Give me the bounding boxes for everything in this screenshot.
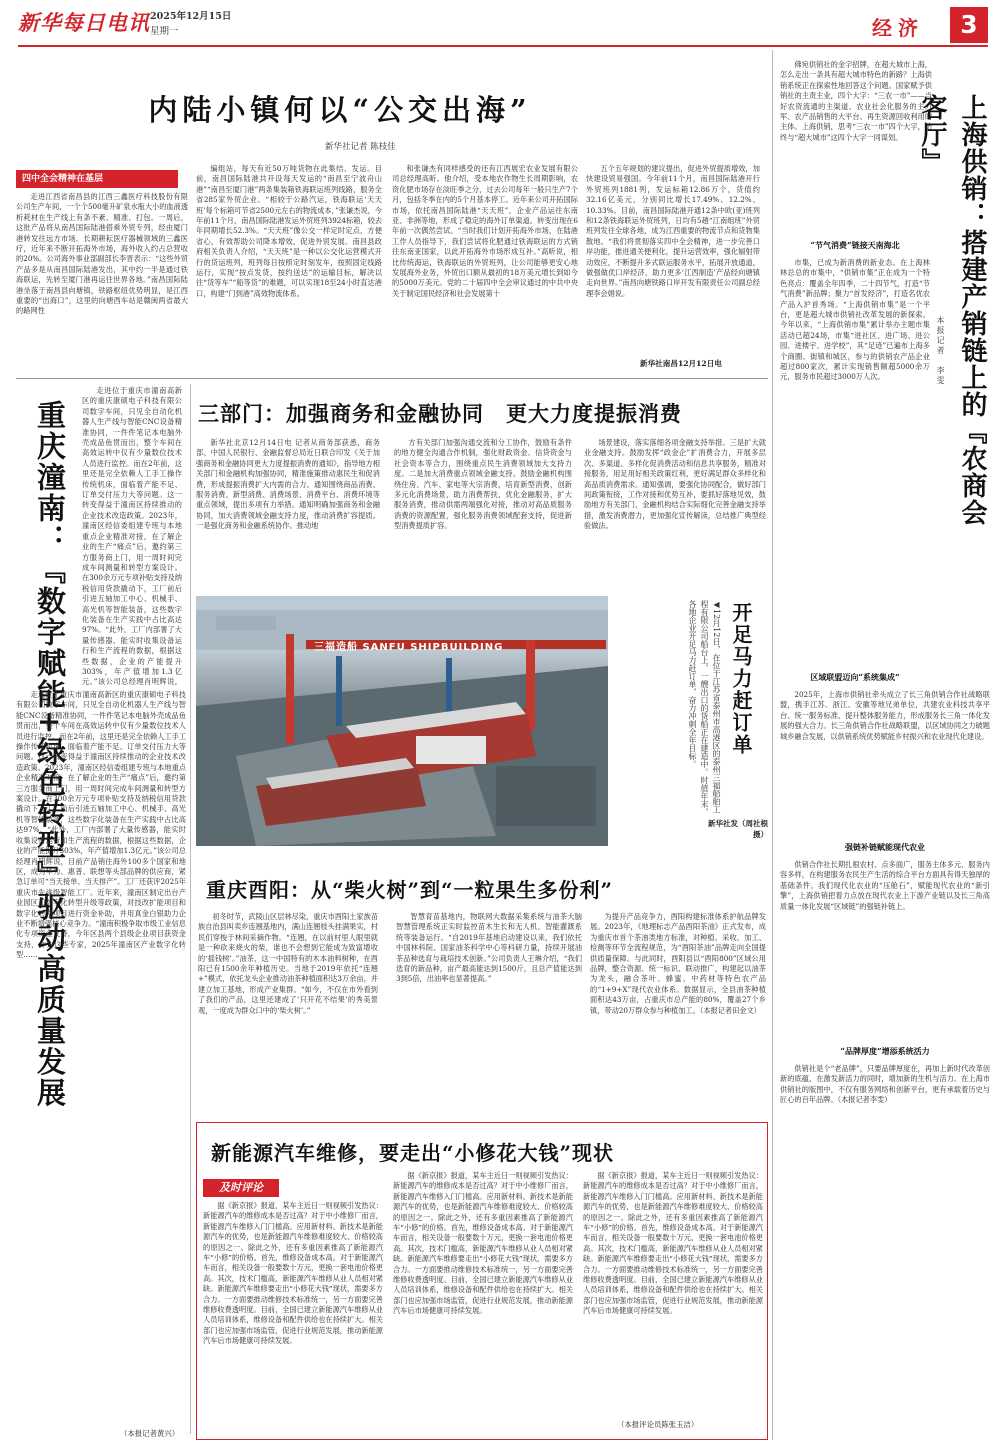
article3-title: 重庆酉阳：从“柴火树”到“一粒果生多份利” bbox=[206, 878, 614, 902]
right-subhead-4: “品牌厚度”增添系统活力 bbox=[840, 1046, 930, 1056]
lead-title: 内陆小镇何以“公交出海” bbox=[148, 93, 532, 127]
right-body-1: 市集，已成为新消费的新业态。在上海林林总总的市集中，“供销市集”正在成为一个特色亮点：覆盖全年四季，二十四节气，打造“节气消费”新品牌；聚力“首发经济”，打造名优农产品入沪首秀场。“上海供销市集”是一个平台，更是超大城市供销社改革发展的新探索。今年以来，“上海供销市集”累计举办主题市集活动已超24场，市集“进社区、进广场、进公园、进楼宇、进学校”，其“足迹”已遍布上海多个商圈、街镇和城区，参与的供销农产品企业超过800家次，累计实现销售额超5000余万元，服务市民超过3000万人次。 bbox=[780, 258, 930, 382]
article2-title: 三部门：加强商务和金融协同 更大力度提振消费 bbox=[198, 401, 682, 426]
lead-col-2: 编组站，每天有近50万吨货物在此集结、发运。目前，南昌国际陆港共开设每天发运的“南昌至宁波舟山港”“南昌至厦门港”两条集装箱铁海联运班列线路，服务全省285家外贸企业。“相较于公路汽运，铁海联运‘天天班’每个标箱可节省2500元左右的物流成本，”张谦杰说，今年前11个月，南昌国际陆港发运外贸班列3924标箱，较去年同期增长52.3%。“天天班”像公交一样定时定点，方便省心，有效帮助公司降本增效，促进外贸发展。南昌县政府相关负责人介绍，“天天班”是一种以公交化运营模式开行的货运班列，班列每日按照定时刻发车，按照固定线路运行，实现“按点发货，按约送达”的运输目标，解决以往“货等车”“船等货”的难题，可以实现18至24小时直达港口，构建“门到港”高效物流体系。 bbox=[196, 164, 382, 298]
vertical-left-body-bottom: 走进位于重庆市潼南高新区的重庆康硕电子科技有限公司数字车间，只见全自动化机器人生产线与智能CNC设备精准协同，一件件笔记本电脑外壳成品鱼贯而出，整个车间在高效运转中仅有少量数位技术人员进行监控。而在2年前，这里还是完全依赖人工手工操作传统机床，面临着产能不足、订单交付压力大等问题。这一转变得益于潼南区持续推动的企业技术改造政策。2023年，潼南区经信委组建专班与本地重点企业精准对接，在了解企业的生产“痛点”后，邀约第三方服务商上门，用一周时间完成车间测量和转型方案设计。在300余万元专项补贴支持及纳税信用贷款撬动下，工厂前后引进五轴加工中心、机械手、高光机等智能装备，这些数字化装备在生产实践中占比高达97%。“此外，工厂内部署了大量传感器，能实时收集设备运行和生产流程的数据，根据这些数据，企业的产能提升303%，年产值增加1.3亿元。”该公司总经理肖明辉说，目前产品销往海外100多个国家和地区，成为华为、惠普、联想等头部品牌的供应商，紧急订单可“当天接单、当天排产”。工厂还获评2025年重庆市先进级智能工厂。近年来，潼南区制定出台产业园区和数字化转型升级等政策，对技改扩能项目和数字化转型项目进行资金补助，并用真金白银助力企业不断增强核心竞争力。“潼南积极争取市级工业信息化专项资金支持，今年区县两个县级企业项目获资金支持，作为这些专家，2025年潼南区产业数字化转型…… bbox=[16, 690, 186, 960]
lead-col-4: 五个五年规划的建议提出，促进外贸提质增效，加快建设贸易强国。今年前11个月，南昌国际陆港开行外贸班列1881列，发运标箱12.86万个，货值约32.16亿美元，分别同比增长17.49%、12.2%、10.33%。目前，南昌国际陆港开通12条中欧(亚)班列和12条铁海联运外贸班列，日均有5趟“江南组班”外贸班列发往全球各地，成为江西重要的物流节点和货物集散地。“我们将贯彻落实四中全会精神，进一步完善口岸功能，推进通关便利化，提升运营效率，强化辐射带动效应，不断提升多式联运服务水平，拓展开放通道，做强做优口岸经济，助力更多‘江西制造’产品经向塘镇走向世界。”南昌向塘铁路口岸开发有限责任公司副总经理李会娟说。 bbox=[586, 164, 760, 298]
masthead-rule bbox=[18, 45, 988, 47]
column-tag: 四中全会精神在基层 bbox=[16, 170, 178, 188]
lead-col-1: 走进江西省南昌县的江西三鑫医疗科技股份有限公司生产车间，一个个500毫升矿泉水瓶大小的血液透析耗材在生产线上有条不紊、精准、打包。一周后，这批产品将从南昌国际陆港搭乘外贸专列，经由厦门港转发往远方市场。长期耕耘医疗器械领域的三鑫医疗，近年来不断开拓海外市场，海外收入约占总营收的20%。公司海外事业部副部长李晋表示：“这些外贸产品多是从南昌国际陆港发出，其中约一半是通过铁海联运，先转至厦门港再运往世界各地。”南昌国际陆港坐落于南昌县向塘镇，铁路枢纽优势明显，是江西重要的“出海口”，这里的向塘西车站是赣闽两省最大的路网性 bbox=[16, 192, 188, 316]
article4-col-3: 据《新京报》报道，某车主近日一则视频引发热议：新能源汽车的维修成本是否过高？对于中小维修厂而言，新能源汽车维修入门门槛高。应用新材料、新技术是新能源汽车的优势，也是新能源汽车维修难度较大、价格较高的原因之一。除此之外，还有多重因素推高了新能源汽车“小修”的价格。首先，维修设备成本高。对于新能源汽车而言，相关设备一般要数十万元，更换一套电池价格更高。其次，技术门槛高，新能源汽车维修从业人员相对紧缺。新能源汽车维修要走出“小修花大钱”现状，需要多方合力。一方面要推动维修技术标准统一，另一方面要完善维修收费透明度。目前，全国已建立新能源汽车维修从业人员培训体系，维修设备和配件供给也在持续扩大。相关部门也应加强市场监管，促进行业规范发展，推动新能源汽车后市场健康可持续发展。 bbox=[583, 1171, 763, 1316]
article2-col-2: 方有关部门加强沟通交流和分工协作，鼓励有条件的地方健全沟通合作机制，强化财政资金、信贷资金与社会资本等合力，围绕重点民生消费领域加大支持力度。二是加大消费重点领域金融支持。鼓励金融机构围绕住房、汽车、家电等大宗消费，培育新型消费，创新多元化消费场景，助力消费帮扶，优化金融服务，扩大服务消费，推动供需两端强化对接，推动对高品质服务消费的资源配置，强化服务消费领域配套支持，促进新型消费提质扩容。 bbox=[394, 438, 572, 531]
commentary-box bbox=[196, 1122, 768, 1440]
photo-title: 开足马力赶订单 bbox=[729, 602, 753, 756]
vertical-left-body-top: 走进位于重庆市潼南高新区的重庆康硕电子科技有限公司数字车间，只见全自动化机器人生产线与智能CNC设备精准协同，一件件笔记本电脑外壳成品鱼贯而出，整个车间在高效运转中仅有少量数位技术人员进行监控。而在2年前，这里还是完全依赖人工手工操作传统机床，面临着产能不足、订单交付压力大等问题。这一转变得益于潼南区持续推动的企业技术改造政策。2023年，潼南区经信委组建专班与本地重点企业精准对接，在了解企业的生产“痛点”后，邀约第三方服务商上门，用一周时间完成车间测量和转型方案设计。在300余万元专项补贴支持及纳税信用贷款撬动下，工厂前后引进五轴加工中心、机械手、高光机等智能装备，这些数字化装备在生产实践中占比高达97%。“此外，工厂内部署了大量传感器，能实时收集设备运行和生产流程的数据，根据这些数据，企业的产能提升303%，年产值增加1.3亿元。”该公司总经理肖明辉说， bbox=[82, 386, 182, 686]
lead-byline: 新华社记者 陈枝佳 bbox=[325, 142, 396, 152]
right-body-2: 2025年，上海市供销社牵头成立了长三角供销合作社战略联盟，携手江苏、浙江、安徽等地兄弟单位，共建农业科技共享平台、统一服务标准、提升整体服务能力，形成服务长三角一体化发展的强大合力。长三角供销合作社战略联盟，以区域协同之力破题城乡融合发展，以供销系统优势赋能乡村振兴和农业现代化建设。 bbox=[780, 690, 990, 741]
right-subhead-1: “节气消费”链接天南海北 bbox=[810, 240, 900, 250]
article3-col-1: 初冬时节，武陵山区层林尽染，重庆市酉阳土家族苗族自治县叫卖乡连翘基地内，满山连翘枝头挂满果实，村民们穿梭于林间采摘作物。“连翘，在以前村里人眼里就是一种砍来烧火的柴，谁也不会想到它能成为致富增收的‘摇钱树’。”油茶，这一中国特有的木本油料树种，在酉阳已有1500余年种植历史。当地于2019年依托“连翘+”模式，依托龙头企业推动油茶种植面积达3万余亩，并建立加工基地，形成产业集群。“如今，不仅在市外看到了我们的产品，这里还建成了‘只开花不结果’的秀美景观，一度成为群众口中的‘柴火树’。” bbox=[198, 912, 378, 1015]
article4-col-2: 据《新京报》报道，某车主近日一则视频引发热议：新能源汽车的维修成本是否过高？对于中小维修厂而言，新能源汽车维修入门门槛高。应用新材料、新技术是新能源汽车的优势，也是新能源汽车维修难度较大、价格较高的原因之一。除此之外，还有多重因素推高了新能源汽车“小修”的价格。首先，维修设备成本高。对于新能源汽车而言，相关设备一般要数十万元，更换一套电池价格更高。其次，技术门槛高，新能源汽车维修从业人员相对紧缺。新能源汽车维修要走出“小修花大钱”现状，需要多方合力。一方面要推动维修技术标准统一，另一方面要完善维修收费透明度。目前，全国已建立新能源汽车维修从业人员培训体系，维修设备和配件供给也在持续扩大。相关部门也应加强市场监管，促进行业规范发展，推动新能源汽车后市场健康可持续发展。 bbox=[393, 1171, 573, 1316]
masthead bbox=[0, 0, 1000, 44]
right-body-3: 供销合作社长期扎根农村、点多面广，服务主体多元、服务内容多样，在构建服务农民生产生活的综合平台方面具有得天独厚的基础条件。我们现代化农业的“压舱石”，赋能现代农业的“新引擎”，上海供销把着力点放在现代农业上下游产业链以及长三角高质量一体化发展“区域链”的强链补链上。 bbox=[780, 860, 990, 911]
right-intro: 佛宛供销社的金字招牌，在超大城市上海，怎么走出一条具有超大城市特色的新路？上海供销系统正在探索性地回答这个问题。国家赋予供销社的主责主业，四个大字：“三农一市”——当好农资流通的主渠道、农业社会化服务的主力军、农产品销售的大平台、再生资源回收利用的主体。上海供销，思考“三农一市”四个大字，始终与“超大城市”这四个大字一同谋划。 bbox=[780, 60, 932, 142]
vertical-left-title: 重庆潼南：『数字赋能+绿色转型』驱动高质量发展 bbox=[33, 400, 67, 1109]
lead-col-3: 和张谦杰有同样感受的还有江西展宏农业发展有限公司总经理高昕。他介绍，受本地农作物生长周期影响，农资化肥市场存在淡旺季之分，过去公司每年一般只生产7个月，包括冬季在内的5个月基本停工。近年来公司开拓国际市场，依托南昌国际陆港“天天班”，企业产品运往东南亚、非洲等地，形成了稳定的海外订单渠道。转变出现在6年前一次偶然尝试。“当时我们计划开拓海外市场，在陆港工作人员指导下，我们尝试将化肥通过铁海联运的方式销往东南亚国家，以此开拓海外市场形成互补。”高昕说，相比传统海运，铁海联运的外贸班列，让公司能够更安心地发展海外业务，外贸出口额从最初的18万美元增长到如今的5000万美元。党的二十届四中全会审议通过的中共中央关于制定国民经济和社会发展第十 bbox=[392, 164, 578, 298]
article2-col-3: 场景建设，落实落细各项金融支持举措。三是扩大就业金融支持。鼓励发挥“政金企”扩消费合力，开展多层次、多渠道、多样化促消费活动和信息共享服务，精准对接服务，用足用好相关政策红利，更好满足群众多样化和高品质消费需求。通知强调，要强化协同配合，做好部门间政策衔接，工作对接和优势互补，要抓好落地见效，鼓励地方有关部门、金融机构结合实际细化完善金融支持举措，激发消费潜力，更加强化宣传解读，总结推广典型经验做法。 bbox=[584, 438, 766, 531]
right-subhead-2: 区域联盟迈向“系统集成” bbox=[810, 672, 900, 682]
article2-col-1: 新华社北京12月14日电 记者从商务部获悉，商务部、中国人民银行、金融监督总局近日联合印发《关于加强商务和金融协同更大力度提振消费的通知》，指导地方相关部门和金融机构加强协同，精准施策推动惠民生和促消费，形成提振消费扩大内需的合力。通知围绕商品消费、服务消费、新型消费、消费场景、消费平台、消费环境等重点领域，提出多项有力举措。通知明确加强商务和金融协同，加大消费领域金融支持力度，推动消费扩容提质。一是强化商务和金融系统协作。推动地 bbox=[196, 438, 380, 531]
commentary-tag: 及时评论 bbox=[203, 1179, 279, 1197]
section-name: 经济 bbox=[872, 16, 924, 40]
lead-dateline: 新华社南昌12月12日电 bbox=[640, 359, 722, 368]
issue-date: 2025年12月15日 bbox=[150, 11, 232, 22]
issue-weekday: 星期一 bbox=[150, 26, 179, 37]
divider bbox=[772, 50, 773, 1440]
page-number-box: 3 bbox=[950, 7, 988, 43]
article3-col-3: 为提升产品竞争力，酉阳构建标准体系护航品牌发展。2023年，《地理标志产品酉阳茶油》正式发布，成为重庆市首个茶油类地方标准，对种植、采收、加工、检测等环节全流程规范，为“酉阳茶油”品牌走向全国提供质量保障。与此同时，酉阳县以“酉阳800”区域公用品牌，整合资源、统一标识、联动推广，构建起以油茶为龙头，融合茶叶、蜂蜜、中药材等特色农产品的“1+9+X”现代农业体系。数据显示，全县油茶种植面积达43万亩，占重庆市总产能的80%，覆盖27个乡镇，带动20万群众参与种植加工。（本报记者田金文） bbox=[590, 912, 766, 1015]
ship-banner: 三福造船 SANFU SHIPBUILDING bbox=[314, 642, 504, 653]
shipyard-illustration bbox=[196, 596, 608, 846]
brand-logo: 新华每日电讯 bbox=[18, 10, 150, 35]
right-subhead-3: 强链补链赋能现代农业 bbox=[845, 842, 925, 852]
right-title: 上海供销：搭建产销链上的『农商会客厅』 bbox=[917, 94, 987, 526]
right-byline: 本报记者 李雯 bbox=[936, 316, 945, 386]
article4-col-1: 据《新京报》报道，某车主近日一则视频引发热议：新能源汽车的维修成本是否过高？对于中小维修厂而言，新能源汽车维修入门门槛高。应用新材料、新技术是新能源汽车的优势，也是新能源汽车维修难度较大、价格较高的原因之一。除此之外，还有多重因素推高了新能源汽车“小修”的价格。首先，维修设备成本高。对于新能源汽车而言，相关设备一般要数十万元，更换一套电池价格更高。其次，技术门槛高，新能源汽车维修从业人员相对紧缺。新能源汽车维修要走出“小修花大钱”现状，需要多方合力。一方面要推动维修技术标准统一，另一方面要完善维修收费透明度。目前，全国已建立新能源汽车维修从业人员培训体系，维修设备和配件供给也在持续扩大。相关部门也应加强市场监管，促进行业规范发展，推动新能源汽车后市场健康可持续发展。 bbox=[203, 1201, 383, 1346]
article4-title: 新能源汽车维修，要走出“小修花大钱”现状 bbox=[211, 1141, 615, 1165]
photo-caption: ◀12月12日，在位于江苏省泰州市高港区的泰州三福船舶工程有限公司船台上，一艘出口的货船正在建造中。时值年末，各地企业开足马力赶订单，奋力冲刺全年目标。 bbox=[688, 600, 721, 816]
right-body-4: 供销社是个“老品牌”，只要品牌厚度在，再加上新时代改革创新的底蕴，在激发新活力的同时，增加新的生机与活力。在上海市供销社的版图中，不仅有服务网络和创新平台，更有承载着历史与匠心的百年品牌。（本报记者李雯） bbox=[780, 1064, 990, 1105]
article4-caption: （本报评论员陈张玉洁） bbox=[617, 1420, 699, 1429]
shipyard-photo bbox=[196, 596, 608, 846]
article3-col-2: 智慧育苗基地内，物联网大数据采集系统与油茶大脑智慧管理系统正实时监控苗木生长和无人机、智能灌溉系统等装备运行。“自2019年基地启动建设以来，我们依托中国林科院、国家油茶科学中心等科研力量，持续开展油茶品种选育与栽培技术创新。”公司负责人王琳介绍，“我们选育的新品种，亩产最高能达到1500斤，且总产值能达到3到5倍，出油率也显著提高。” bbox=[396, 912, 582, 984]
vertical-left-caption: （本报记者黄兴） bbox=[120, 1429, 180, 1438]
divider bbox=[190, 384, 191, 1434]
divider bbox=[16, 378, 768, 379]
photo-credit: 新华社发（周社根摄） bbox=[708, 819, 768, 839]
